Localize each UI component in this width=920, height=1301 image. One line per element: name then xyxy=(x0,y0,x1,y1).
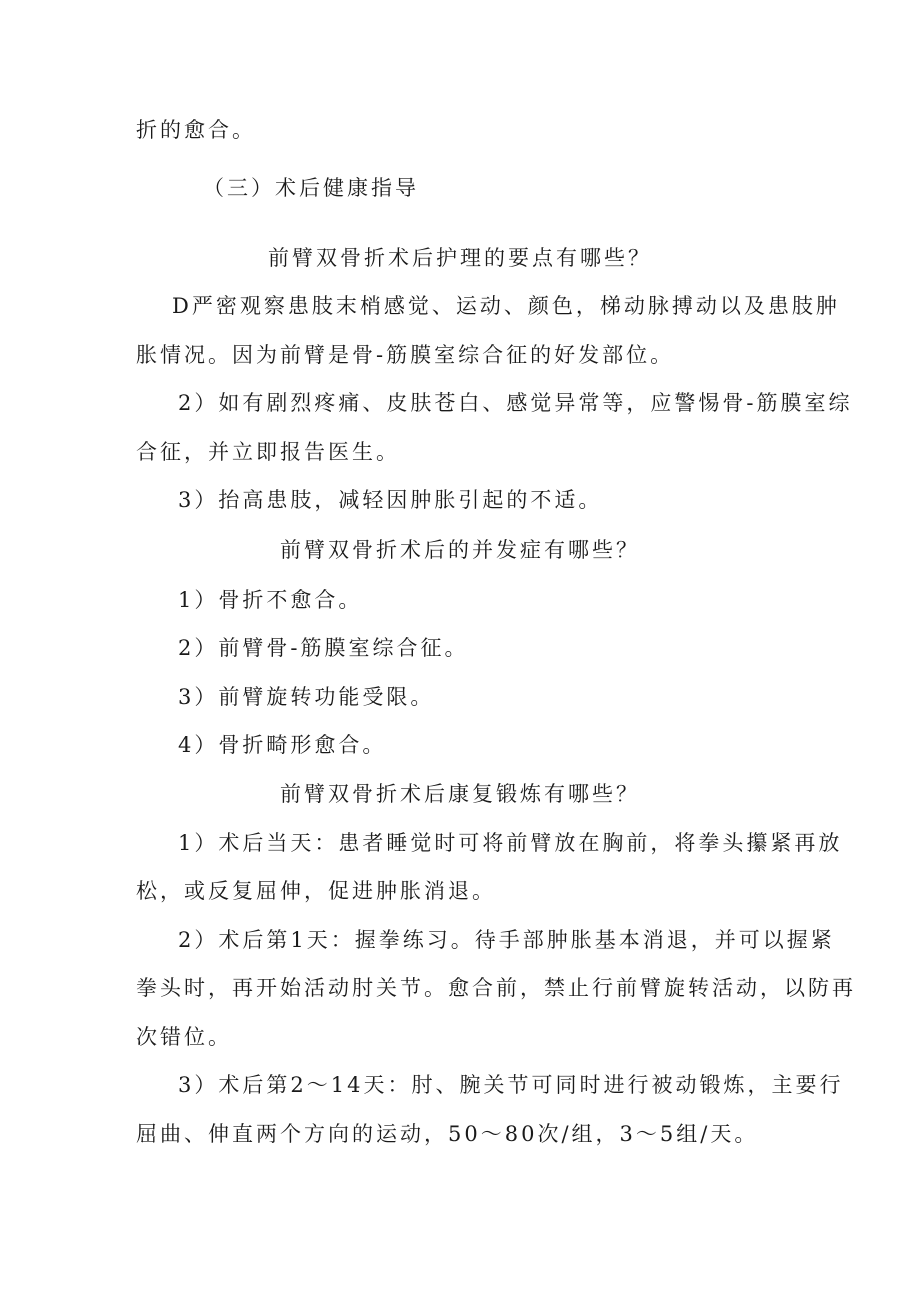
care-item-2-line-1: 2）如有剧烈疼痛、皮肤苍白、感觉异常等，应警惕骨-筋膜室综 xyxy=(178,391,853,415)
care-item-3: 3）抬高患肢，减轻因肿胀引起的不适。 xyxy=(178,488,603,512)
care-item-1-line-1: D严密观察患肢末梢感觉、运动、颜色，梯动脉搏动以及患肢肿 xyxy=(172,294,840,318)
question-heading-care-points: 前臂双骨折术后护理的要点有哪些？ xyxy=(268,246,652,270)
rehab-item-1-line-2: 松，或反复屈伸，促进肿胀消退。 xyxy=(136,879,496,903)
care-item-1-line-2: 胀情况。因为前臂是骨-筋膜室综合征的好发部位。 xyxy=(136,343,675,367)
rehab-item-3-line-1: 3）术后第2～14天：肘、腕关节可同时进行被动锻炼，主要行 xyxy=(178,1073,844,1097)
section-heading: （三）术后健康指导 xyxy=(203,176,419,200)
complication-item-4: 4）骨折畸形愈合。 xyxy=(178,733,387,757)
rehab-item-3-line-2: 屈曲、伸直两个方向的运动，50～80次/组，3～5组/天。 xyxy=(136,1122,759,1146)
care-item-2-line-2: 合征，并立即报告医生。 xyxy=(136,440,400,464)
question-heading-rehab: 前臂双骨折术后康复锻炼有哪些？ xyxy=(280,782,640,806)
rehab-item-2-line-3: 次错位。 xyxy=(136,1025,232,1049)
rehab-item-2-line-2: 拳头时，再开始活动肘关节。愈合前，禁止行前臂旋转活动，以防再 xyxy=(136,976,856,1000)
continuation-line: 折的愈合。 xyxy=(136,118,256,142)
complication-item-2: 2）前臂骨-筋膜室综合征。 xyxy=(178,636,469,660)
complication-item-1: 1）骨折不愈合。 xyxy=(178,588,363,612)
rehab-item-1-line-1: 1）术后当天：患者睡觉时可将前臂放在胸前，将拳头攥紧再放 xyxy=(178,831,843,855)
complication-item-3: 3）前臂旋转功能受限。 xyxy=(178,685,435,709)
rehab-item-2-line-1: 2）术后第1天：握拳练习。待手部肿胀基本消退，并可以握紧 xyxy=(178,928,835,952)
question-heading-complications: 前臂双骨折术后的并发症有哪些？ xyxy=(280,538,640,562)
